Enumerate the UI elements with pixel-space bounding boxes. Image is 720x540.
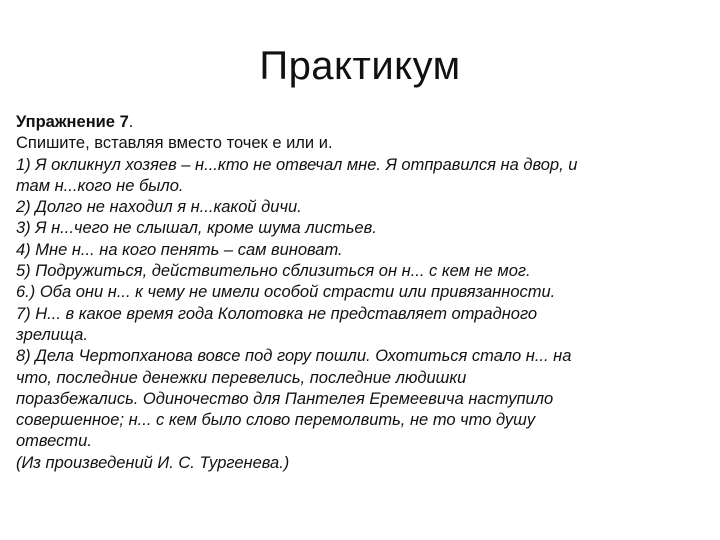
exercise-line: 2) Долго не находил я н...какой дичи. <box>16 198 302 217</box>
exercise-line: отвести. <box>16 432 92 451</box>
exercise-line: там н...кого не было. <box>16 176 184 195</box>
exercise-source: (Из произведений И. С. Тургенева.) <box>16 453 290 472</box>
exercise-label: Упражнение 7 <box>16 113 129 131</box>
exercise-line: 3) Я н...чего не слышал, кроме шума листьев. <box>16 219 377 238</box>
exercise-line: что, последние денежки перевелись, последние людишки <box>16 368 467 387</box>
exercise-line: 8) Дела Чертопханова вовсе под гору пошли. Охотиться стало н... на <box>16 347 572 366</box>
exercise-line: зрелища. <box>16 325 88 344</box>
exercise-heading <box>16 112 706 133</box>
exercise-instruction: Спишите, вставляя вместо точек е или и. <box>16 134 333 153</box>
exercise-body <box>16 112 706 474</box>
exercise-line: 7) Н... в какое время года Колотовка не представляет отрадного <box>16 304 538 323</box>
exercise-line: 4) Мне н... на кого пенять – сам виноват. <box>16 240 343 259</box>
exercise-line: 1) Я окликнул хозяев – н...кто не отвечал мне. Я отправился на двор, и <box>16 155 578 174</box>
exercise-line: поразбежались. Одиночество для Пантелея Еремеевича наступило <box>16 389 554 408</box>
exercise-line: 6.) Оба они н... к чему не имели особой страсти или привязанности. <box>16 283 556 302</box>
slide-title: Практикум <box>259 44 461 88</box>
exercise-line: 5) Подружиться, действительно сблизиться он н... с кем не мог. <box>16 262 531 281</box>
exercise-line: совершенное; н... с кем было слово перемолвить, не то что душу <box>16 411 536 430</box>
exercise-label-dot: . <box>128 113 134 131</box>
